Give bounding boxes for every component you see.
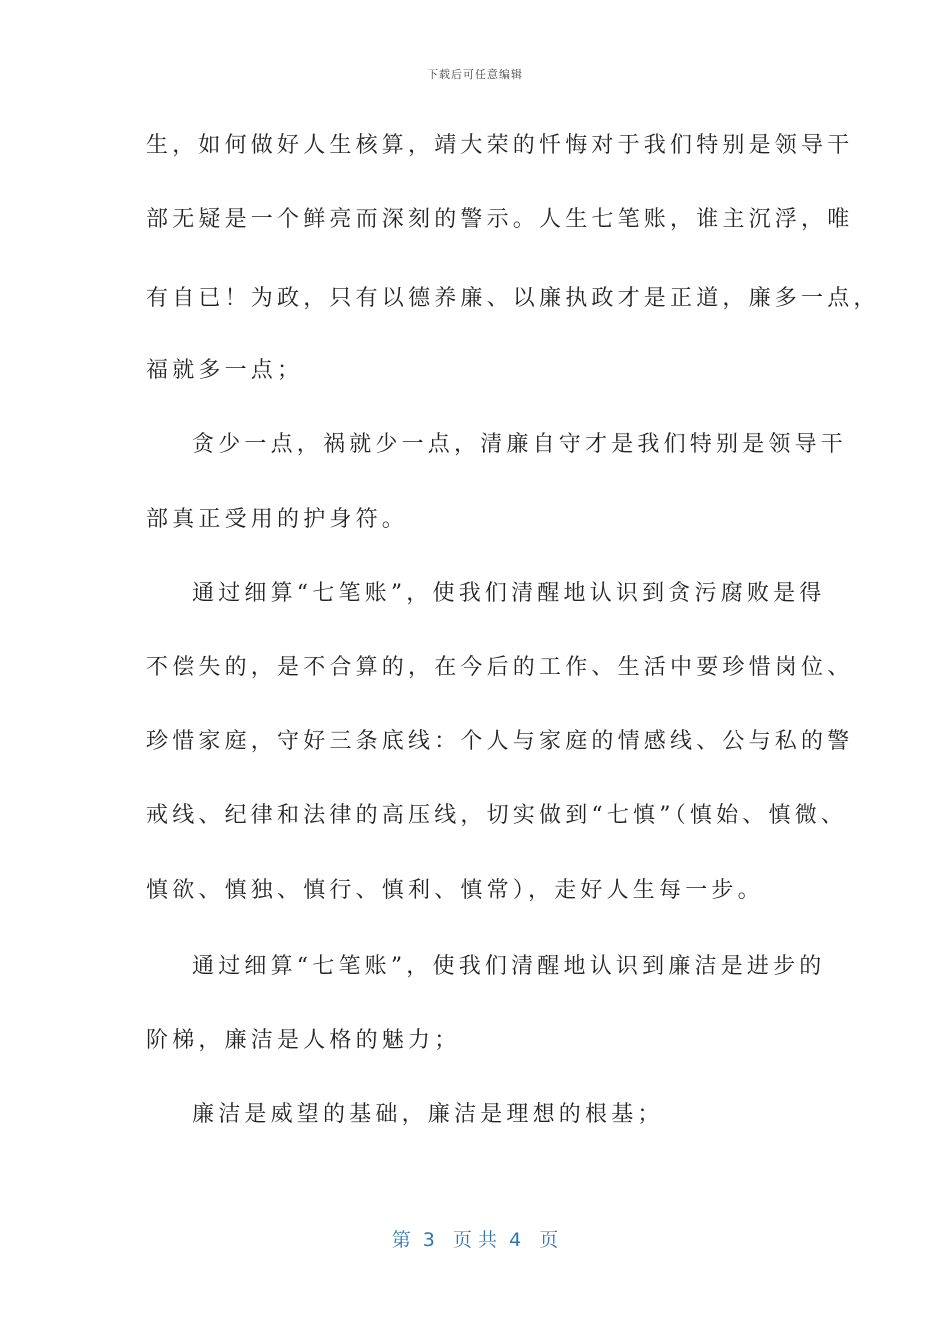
paragraph-line: 珍惜家庭，守好三条底线：个人与家庭的情感线、公与私的警 <box>146 729 854 754</box>
paragraph-line: 贪少一点，祸就少一点，清廉自守才是我们特别是领导干 <box>192 432 848 457</box>
paragraph-line: 有自已！为政，只有以德养廉、以廉执政才是正道，廉多一点， <box>146 286 880 311</box>
paragraph-line: 通过细算“七笔账”，使我们清醒地认识到廉洁是进步的 <box>192 954 826 979</box>
page-number-footer: 第 3 页 共 4 页 <box>391 1229 559 1251</box>
paragraph-line: 戒线、纪律和法律的高压线，切实做到“七慎”（慎始、慎微、 <box>146 803 848 828</box>
paragraph-line: 通过细算“七笔账”，使我们清醒地认识到贪污腐败是得 <box>192 581 826 606</box>
page-header: 下载后可任意编辑 <box>427 68 523 81</box>
paragraph-line: 慎欲、慎独、慎行、慎利、慎常），走好人生每一步。 <box>146 878 764 903</box>
paragraph-line: 部真正受用的护身符。 <box>146 507 409 532</box>
paragraph-line: 阶梯，廉洁是人格的魅力； <box>146 1028 461 1053</box>
paragraph-line: 廉洁是威望的基础，廉洁是理想的根基； <box>192 1102 664 1127</box>
paragraph-line: 不偿失的，是不合算的，在今后的工作、生活中要珍惜岗位、 <box>146 655 854 680</box>
paragraph-line: 部无疑是一个鲜亮而深刻的警示。人生七笔账，谁主沉浮，唯 <box>146 207 854 232</box>
paragraph-line: 生，如何做好人生核算，靖大荣的忏悔对于我们特别是领导干 <box>146 133 854 158</box>
paragraph-line: 福就多一点； <box>146 358 304 383</box>
